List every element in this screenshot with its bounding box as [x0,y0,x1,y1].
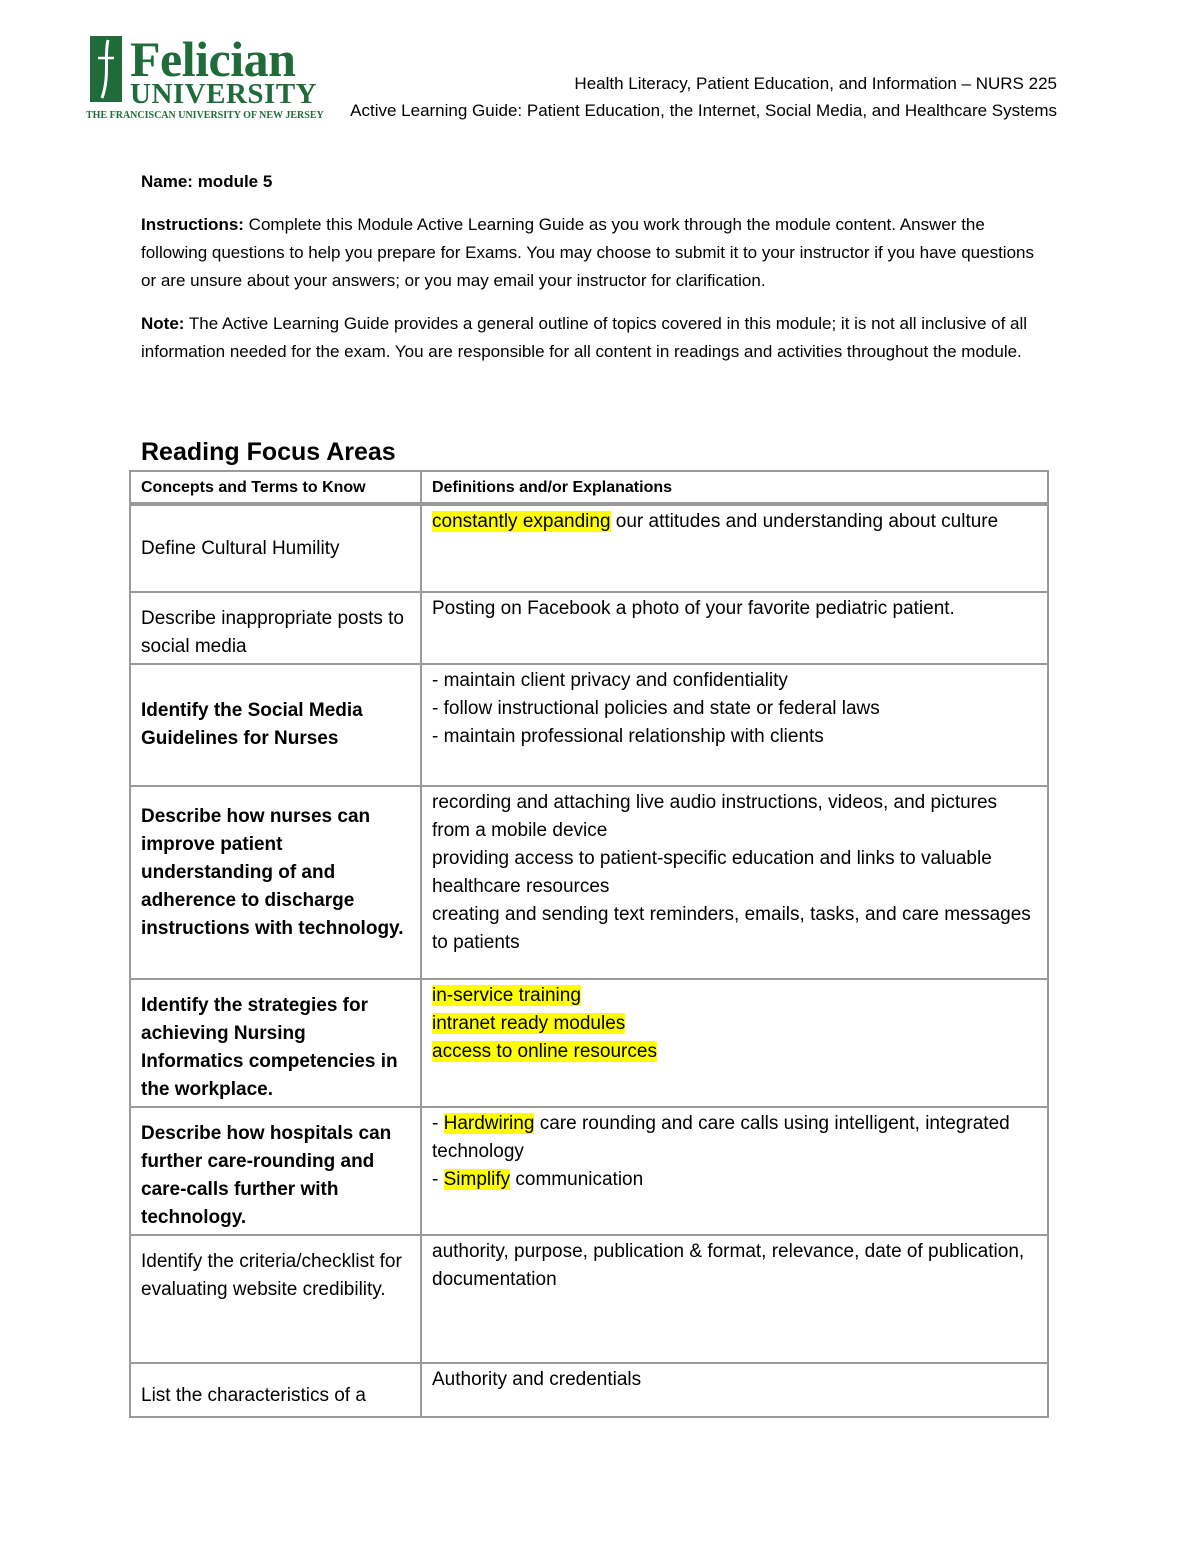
highlighted-text: Hardwiring [443,1113,535,1134]
note-paragraph [141,310,1051,366]
column-header-definitions: Definitions and/or Explanations [421,471,1048,504]
name-value: module 5 [192,172,273,191]
logo-tagline: THE FRANCISCAN UNIVERSITY OF NEW JERSEY [86,110,324,121]
term-cell: Identify the strategies for achieving Nursing Informatics competencies in the workplace. [130,979,421,1107]
definition-line: - maintain client privacy and confidentiality [432,670,788,691]
highlighted-text: intranet ready modules [432,1013,626,1034]
note-label: Note: [141,314,185,333]
logo-name: Felician [130,31,296,87]
table-row [130,1235,1048,1363]
definition-text: communication [510,1169,644,1190]
definition-line: - maintain professional relationship with clients [432,726,824,747]
name-label: Name: [141,172,193,191]
term-cell: List the characteristics of a [130,1363,421,1417]
highlighted-text: constantly expanding [432,511,611,532]
term-cell: Describe inappropriate posts to social media [130,592,421,664]
table-row [130,664,1048,786]
course-header: Health Literacy, Patient Education, and Information – NURS 225 [574,74,1057,93]
definition-cell [421,504,1048,592]
table-row [130,504,1048,592]
logo-mark-icon [90,36,122,102]
definition-line: - follow instructional policies and state or federal laws [432,698,880,719]
table-row [130,979,1048,1107]
term-cell: Describe how hospitals can further care-rounding and care-calls further with technology. [130,1107,421,1235]
term-cell: Describe how nurses can improve patient understanding of and adherence to discharge instructions with technology. [130,786,421,979]
table-row [130,1107,1048,1235]
term-cell: Identify the Social Media Guidelines for Nurses [130,664,421,786]
column-header-concepts: Concepts and Terms to Know [130,471,421,504]
reading-focus-table [129,470,1049,1418]
intro-content [141,168,1051,381]
definition-cell: Posting on Facebook a photo of your favorite pediatric patient. [421,592,1048,664]
definition-cell [421,664,1048,786]
definition-text: our attitudes and understanding about culture [610,511,999,532]
instructions-paragraph [141,211,1051,295]
note-text: The Active Learning Guide provides a general outline of topics covered in this module; it is not all inclusive of all information needed for the exam. You are responsible for all content in readings and activities throughout the module. [141,314,1028,361]
instructions-label: Instructions: [141,215,244,234]
table-header-row [130,471,1048,504]
guide-header: Active Learning Guide: Patient Education, the Internet, Social Media, and Healthcare Systems [350,101,1057,120]
table-row [130,786,1048,979]
definition-line: providing access to patient-specific education and links to valuable healthcare resources [432,848,992,897]
definition-text: care rounding and care calls using intelligent, integrated technology [432,1113,1010,1162]
term-cell: Identify the criteria/checklist for evaluating website credibility. [130,1235,421,1363]
name-line [141,168,1051,196]
definition-cell [421,786,1048,979]
definition-line: recording and attaching live audio instructions, videos, and pictures from a mobile device [432,792,998,841]
definition-cell: - Hardwiring care rounding and care calls using intelligent, integrated technology - Simplify communication [421,1107,1048,1235]
highlighted-text: access to online resources [432,1041,657,1062]
logo-university: UNIVERSITY [130,78,318,110]
highlighted-text: in-service training [432,985,581,1006]
term-cell: Define Cultural Humility [130,504,421,592]
definition-cell: authority, purpose, publication & format, relevance, date of publication, documentation [421,1235,1048,1363]
definition-cell [421,979,1048,1107]
section-title: Reading Focus Areas [141,438,396,466]
definition-line: creating and sending text reminders, emails, tasks, and care messages to patients [432,904,1031,953]
table-row [130,1363,1048,1417]
felician-university-logo [86,31,346,124]
instructions-text: Complete this Module Active Learning Guide as you work through the module content. Answer the following questions to help you prepare for Exams. You may choose to submit it to your instructor if you have questions or are unsure about your answers; or you may email your instructor for clarification. [141,215,1034,290]
definition-cell: Authority and credentials [421,1363,1048,1417]
highlighted-text: Simplify [443,1169,511,1190]
table-row [130,592,1048,664]
